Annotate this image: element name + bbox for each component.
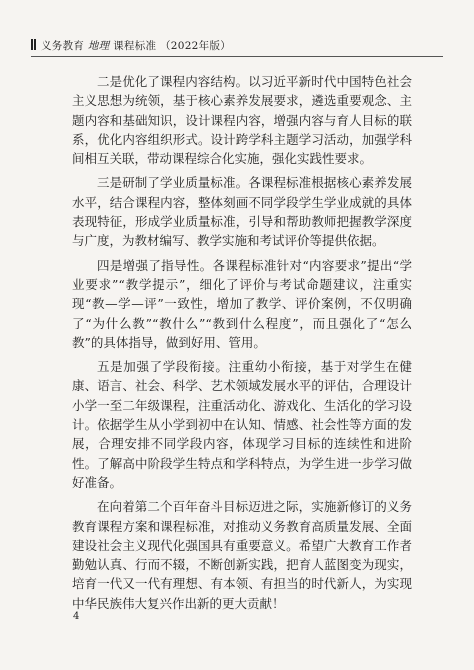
running-header — [31, 38, 231, 53]
header-rule — [31, 56, 443, 57]
paragraph: 在向着第二个百年奋斗目标迈进之际，实施新修订的义务教育课程方案和课程标准，对推动义务教育高质量发展、全面建设社会主义现代化强国具有重要意义。希望广大教育工作者勤勉认真、行而不辍，不断创新实践，把育人蓝图变为现实，培育一代又一代有理想、有本领、有担当的时代新人，为实现中华民族伟大复兴作出新的更大贡献！ — [72, 499, 412, 611]
body-text — [72, 72, 412, 618]
header-title-suffix: 课程标准 — [113, 40, 157, 52]
header-subject: 地理 — [87, 40, 110, 52]
paragraph: 二是优化了课程内容结构。以习近平新时代中国特色社会主义思想为统领，基于核心素养发展要求，遴选重要观念、主题内容和基础知识，设计课程内容，增强内容与育人目标的联系，优化内容组织形式。设计跨学科主题学习活动，加强学科间相互关联，带动课程综合化实施，强化实践性要求。 — [72, 74, 412, 167]
paragraph: 四是增强了指导性。各课程标准针对“内容要求”提出“学业要求”“教学提示”，细化了评价与考试命题建议，注重实现“教—学—评”一致性，增加了教学、评价案例，不仅明确了“为什么教”“教什么”“教到什么程度”，而且强化了“怎么教”的具体指导，做到好用、管用。 — [72, 257, 412, 350]
header-bar-mark — [34, 39, 36, 50]
header-title-prefix: 义务教育 — [41, 40, 85, 52]
paragraph: 五是加强了学段衔接。注重幼小衔接，基于对学生在健康、语言、社会、科学、艺术领域发展水平的评估，合理设计小学一至二年级课程，注重活动化、游戏化、生活化的学习设计。依据学生从小学到初中在认知、情感、社会性等方面的发展，合理安排不同学段内容，体现学习目标的连续性和进阶性。了解高中阶段学生特点和学科特点，为学生进一步学习做好准备。 — [72, 359, 412, 490]
header-edition: （2022年版） — [159, 40, 232, 52]
paragraph: 三是研制了学业质量标准。各课程标准根据核心素养发展水平，结合课程内容，整体刻画不同学段学生学业成就的具体表现特征，形成学业质量标准，引导和帮助教师把握教学深度与广度，为教材编写、教学实施和考试评价等提供依据。 — [72, 175, 412, 249]
header-bar-mark — [31, 39, 33, 50]
page-number: 4 — [73, 611, 80, 622]
